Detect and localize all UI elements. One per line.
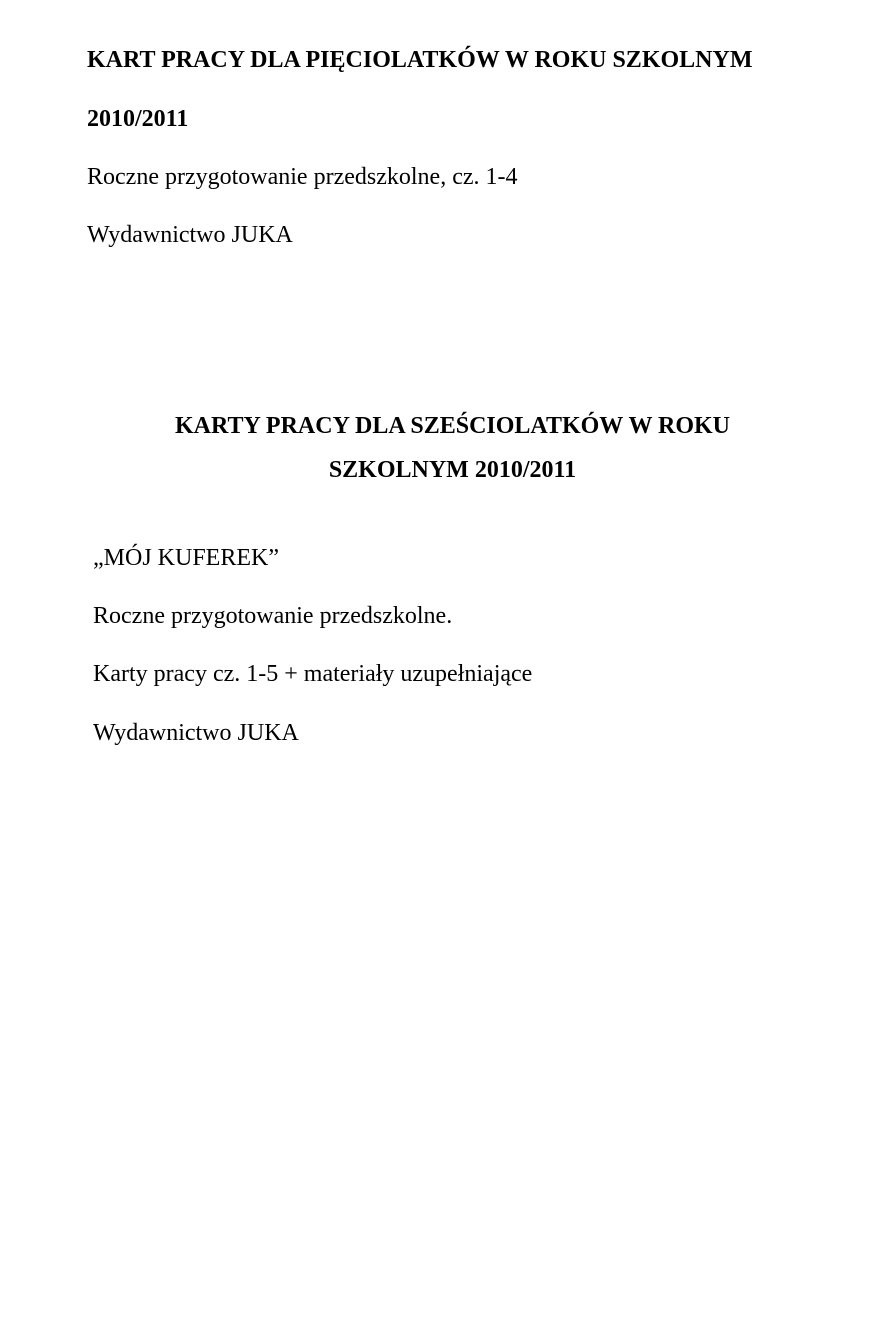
section2-line1: Roczne przygotowanie przedszkolne. (93, 603, 453, 629)
section1-heading-line2: 2010/2011 (87, 106, 189, 132)
section1-heading-line1: KART PRACY DLA PIĘCIOLATKÓW W ROKU SZKOLNYM (87, 47, 753, 73)
section2-heading-line2: SZKOLNYM 2010/2011 (328, 457, 577, 483)
section2-line3: Wydawnictwo JUKA (93, 720, 299, 746)
section2-heading-line1: KARTY PRACY DLA SZEŚCIOLATKÓW W ROKU (174, 413, 731, 439)
section1-line1: Roczne przygotowanie przedszkolne, cz. 1-4 (87, 164, 518, 190)
section2-title: „MÓJ KUFEREK” (93, 545, 279, 571)
section1-line2: Wydawnictwo JUKA (87, 222, 293, 248)
section2-line2: Karty pracy cz. 1-5 + materiały uzupełniające (93, 661, 533, 687)
